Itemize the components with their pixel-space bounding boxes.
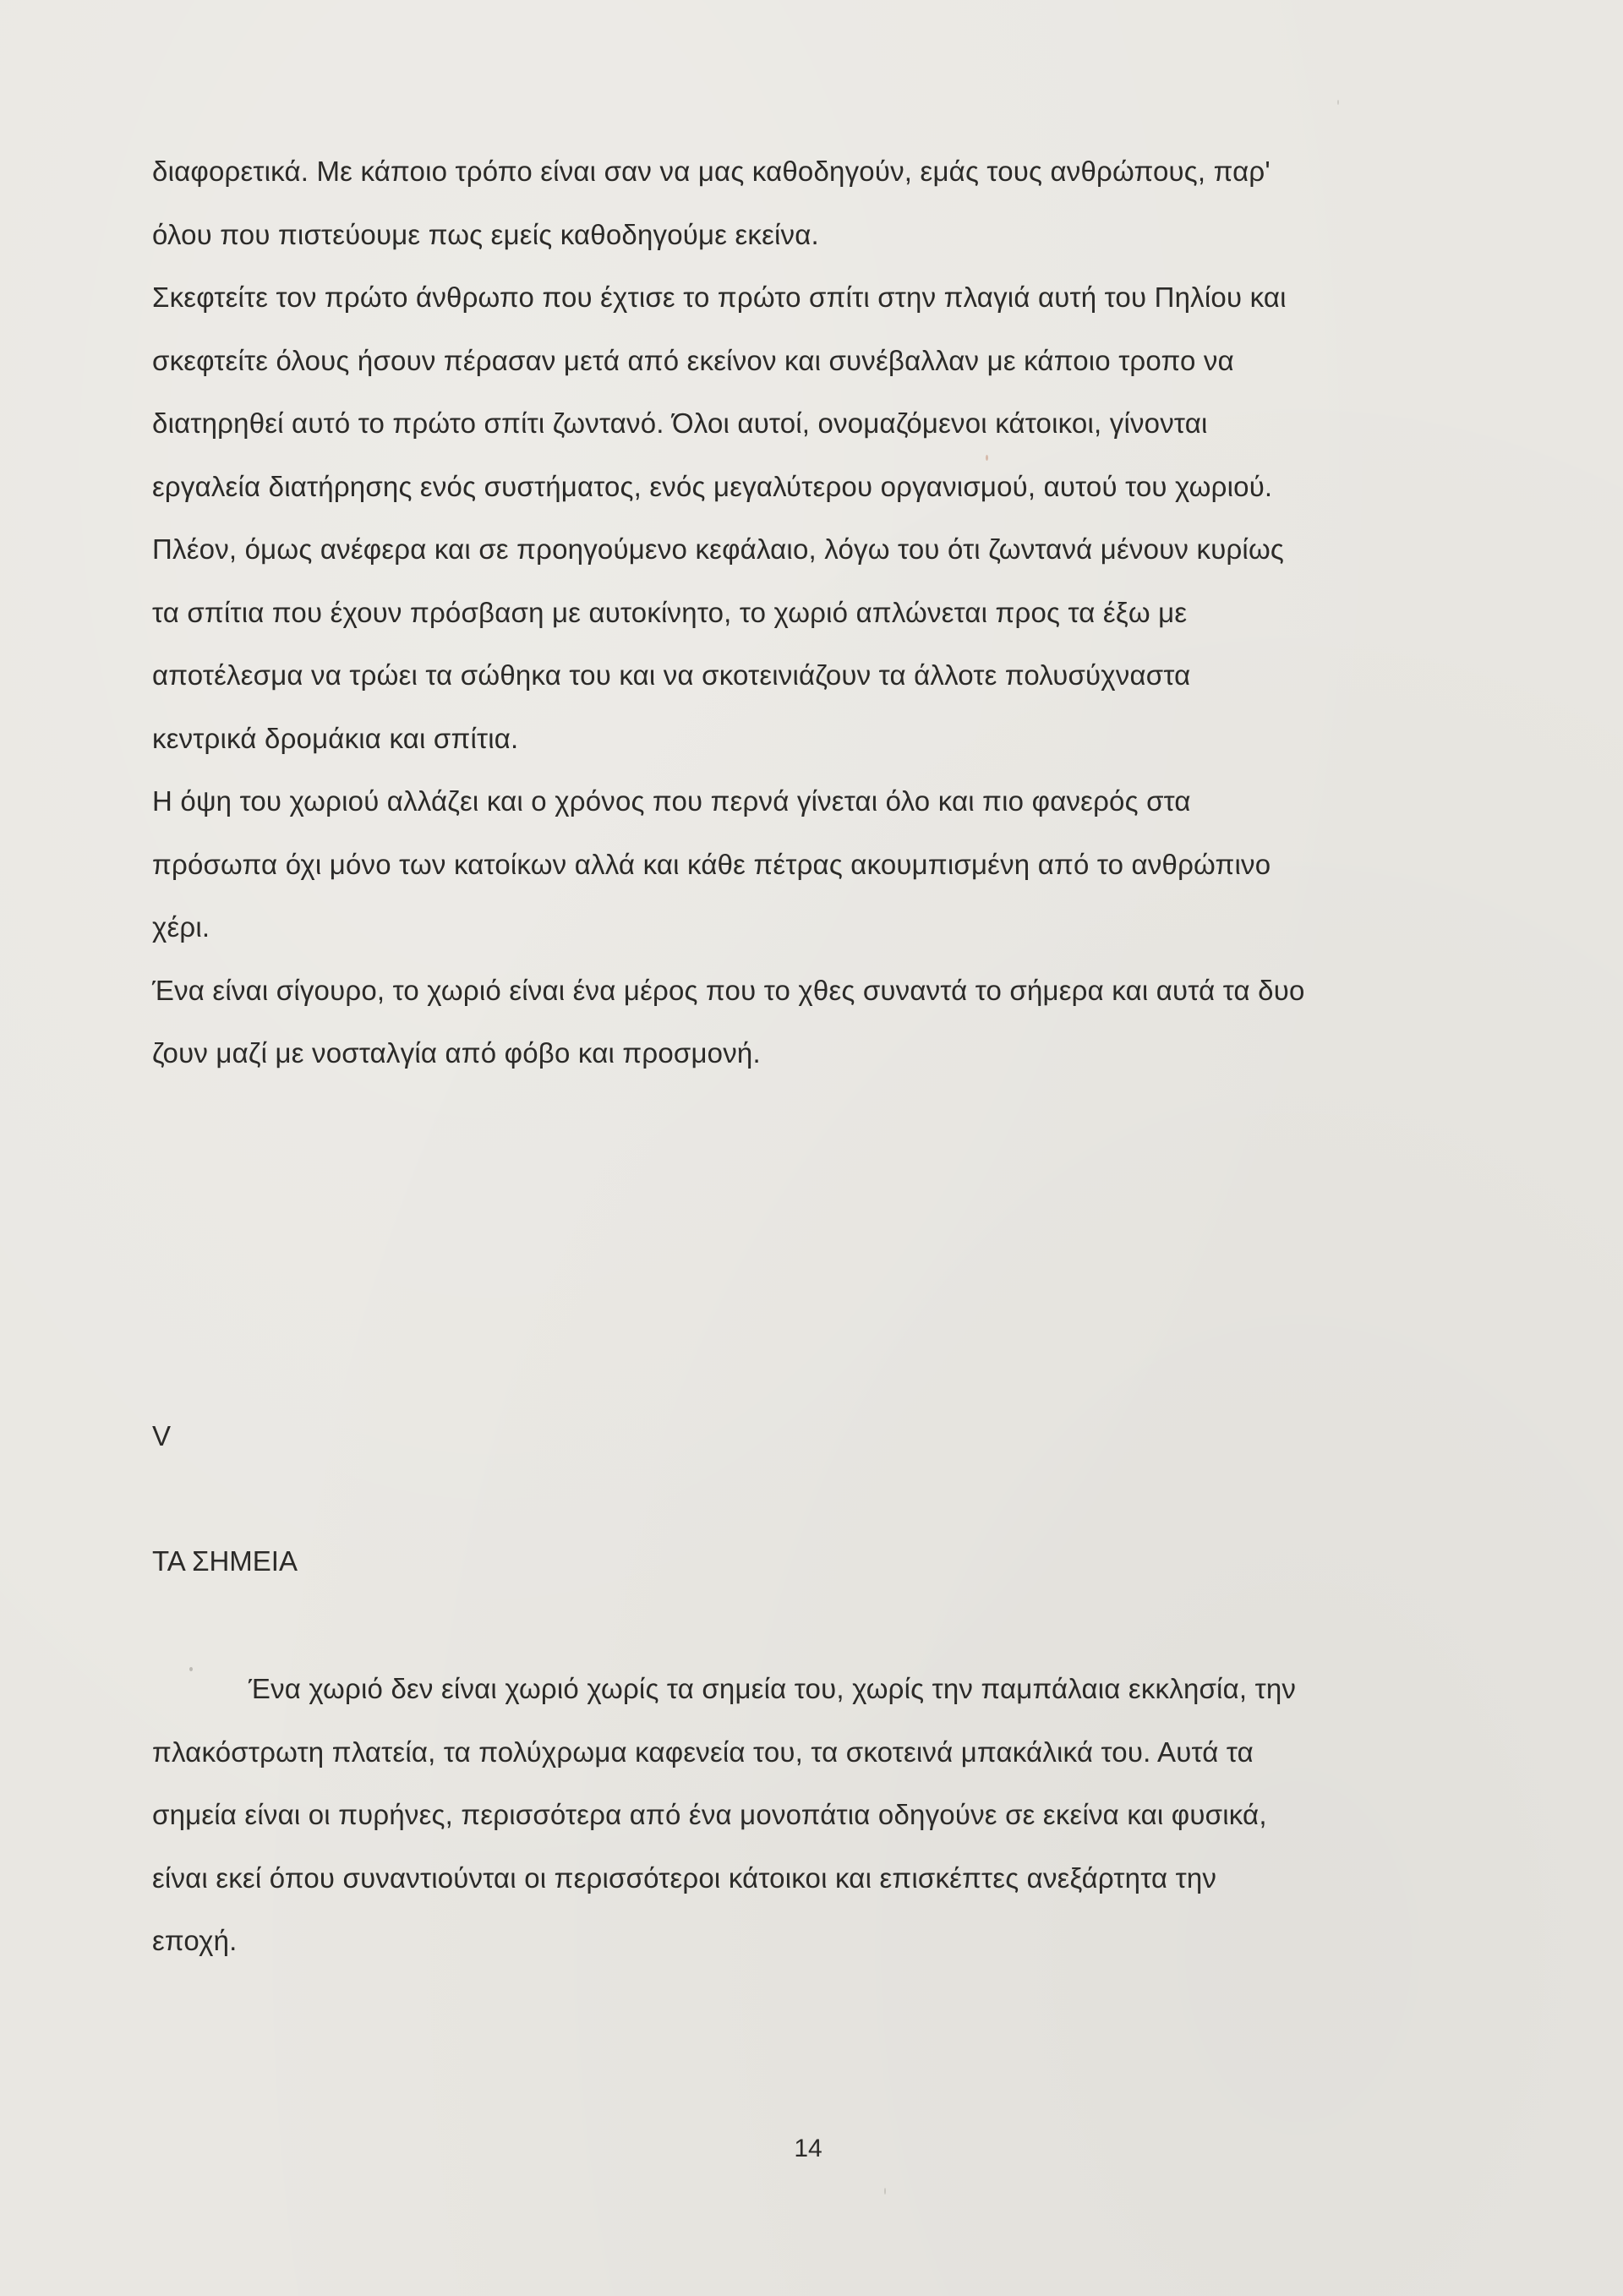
text-line: Σκεφτείτε τον πρώτο άνθρωπο που έχτισε το πρώτο σπίτι στην πλαγιά αυτή του Πηλίου και [152, 282, 1287, 313]
text-line: Πλέον, όμως ανέφερα και σε προηγούμενο κεφάλαιο, λόγω του ότι ζωντανά μένουν κυρίως [152, 533, 1285, 565]
text-line: σκεφτείτε όλους ήσουν πέρασαν μετά από εκείνον και συνέβαλλαν με κάποιο τροπο να [152, 344, 1234, 376]
text-line: πλακόστρωτη πλατεία, τα πολύχρωμα καφενεία του, τα σκοτεινά μπακάλικά του. Αυτά τα [152, 1736, 1254, 1768]
paper-speck [189, 1667, 193, 1671]
paper-speck [986, 455, 988, 461]
text-line: τα σπίτια που έχουν πρόσβαση με αυτοκίνητο, το χωριό απλώνεται προς τα έξω με [152, 596, 1188, 628]
text-line: Ένα είναι σίγουρο, το χωριό είναι ένα μέρος που το χθες συναντά το σήμερα και αυτά τα δυο [152, 974, 1305, 1006]
text-line-first-indented: Ένα χωριό δεν είναι χωριό χωρίς τα σημεία του, χωρίς την παμπάλαια εκκλησία, την [249, 1673, 1297, 1704]
text-line: όλου που πιστεύουμε πως εμείς καθοδηγούμε εκείνα. [152, 218, 819, 250]
page-number: 14 [794, 2135, 822, 2162]
text-line: σημεία είναι οι πυρήνες, περισσότερα από ένα μονοπάτια οδηγούνε σε εκείνα και φυσικά, [152, 1799, 1267, 1830]
text-line: κεντρικά δρομάκια και σπίτια. [152, 722, 519, 754]
paper-speck [1337, 100, 1339, 105]
text-line: εποχή. [152, 1925, 238, 1956]
text-line: αποτέλεσμα να τρώει τα σώθηκα του και να σκοτεινιάζουν τα άλλοτε πολυσύχναστα [152, 659, 1191, 691]
paper-speck [884, 2188, 886, 2195]
text-line: ζουν μαζί με νοσταλγία από φόβο και προσμονή. [152, 1037, 761, 1069]
body-text-top [152, 140, 1488, 1085]
text-line: χέρι. [152, 911, 210, 943]
text-line: διατηρηθεί αυτό το πρώτο σπίτι ζωντανό. Όλοι αυτοί, ονομαζόμενοι κάτοικοι, γίνονται [152, 407, 1208, 439]
body-text-bottom [152, 1658, 1488, 1973]
text-line: Η όψη του χωριού αλλάζει και ο χρόνος που περνά γίνεται όλο και πιο φανερός στα [152, 785, 1191, 817]
text-line: διαφορετικά. Με κάποιο τρόπο είναι σαν να μας καθοδηγούν, εμάς τους ανθρώπους, παρ' [152, 156, 1271, 187]
chapter-title: ΤΑ ΣΗΜΕΙΑ [152, 1545, 298, 1577]
text-line: πρόσωπα όχι μόνο των κατοίκων αλλά και κάθε πέτρας ακουμπισμένη από το ανθρώπινο [152, 848, 1271, 880]
text-line: εργαλεία διατήρησης ενός συστήματος, ενός μεγαλύτερου οργανισμού, αυτού του χωριού. [152, 470, 1273, 502]
chapter-number: V [152, 1420, 172, 1451]
text-line: είναι εκεί όπου συναντιούνται οι περισσότεροι κάτοικοι και επισκέπτες ανεξάρτητα την [152, 1861, 1217, 1894]
